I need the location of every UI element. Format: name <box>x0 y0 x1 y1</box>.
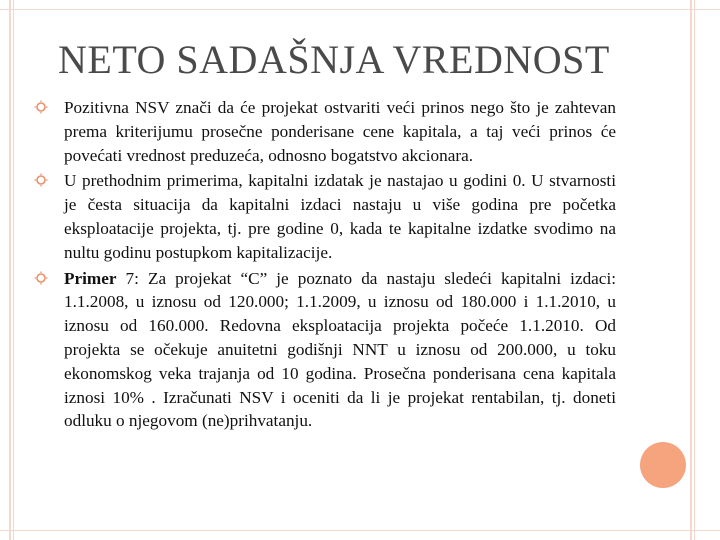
decorative-orange-circle <box>640 442 686 488</box>
bullet-prefix-bold: Primer <box>64 268 117 288</box>
sun-bullet-icon <box>34 173 48 187</box>
bullet-text <box>64 96 616 167</box>
sun-bullet-icon <box>34 271 48 285</box>
bullet-list <box>32 96 616 435</box>
list-item <box>32 169 616 264</box>
sun-bullet-icon <box>34 100 48 114</box>
bullet-body: U prethodnim primerima, kapitalni izdatak je nastajao u godini 0. U stvarnosti je česta situacija da kapitalni izdaci nastaju u više godina pre početka eksploatacije projekta, tj. pre godine 0, kada te kapitalne izdatke svodimo na nultu godinu postupkom kapitalizacije. <box>64 171 616 262</box>
border-left-line <box>9 0 11 540</box>
list-item <box>32 267 616 434</box>
border-right-line <box>690 0 692 540</box>
border-left-line-inner <box>13 0 14 540</box>
border-top-line <box>0 9 720 10</box>
bullet-body: 7: Za projekat “C” je poznato da nastaju sledeći kapitalni izdaci: 1.1.2008, u iznosu od 120.000; 1.1.2009, u iznosu od 180.000 i 1.1.2010, u iznosu od 160.000. Redovna eksploatacija projekta počeće 1.1.2010. Od projekta se očekuje anuitetni godišnji NNT u iznosu od 200.000, u toku ekonomskog veka trajanja od 10 godina. Prosečna ponderisana cena kapitala iznosi 10% . Izračunati NSV i oceniti da li je projekat rentabilan, tj. doneti odluku o njegovom (ne)prihvatanju. <box>64 268 616 431</box>
border-bottom-line <box>0 530 720 531</box>
bullet-text <box>64 169 616 264</box>
border-right-line-inner <box>694 0 695 540</box>
bullet-text <box>64 267 616 434</box>
list-item <box>32 96 616 167</box>
slide-title: NETO SADAŠNJA VREDNOST <box>58 37 610 82</box>
bullet-body: Pozitivna NSV znači da će projekat ostvariti veći prinos nego što je zahtevan prema kriterijumu prosečne ponderisane cene kapitala, a taj veći prinos će povećati vrednost preduzeća, odnosno bogatstvo akcionara. <box>64 98 616 165</box>
